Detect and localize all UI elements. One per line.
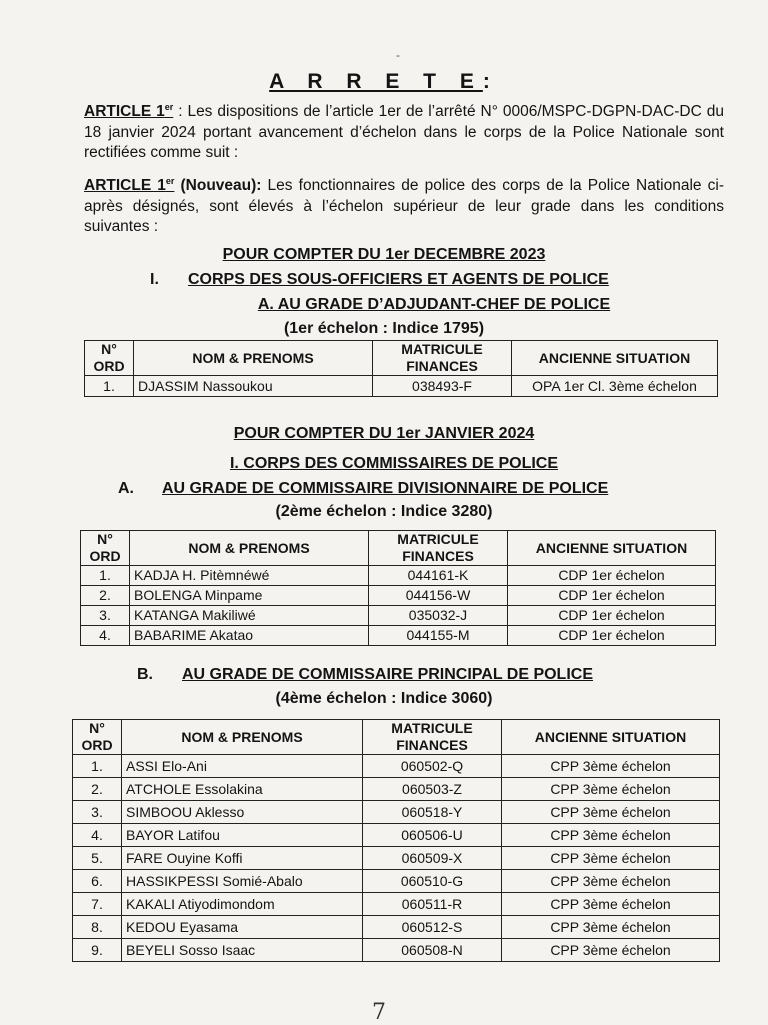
row-ord: 1. xyxy=(81,566,130,586)
row-ord: 1. xyxy=(73,755,122,778)
section2-echelon: (2ème échelon : Indice 3280) xyxy=(275,503,493,520)
row-matricule: 060509-X xyxy=(363,847,502,870)
row-ord: 6. xyxy=(73,870,122,893)
row-matricule: 060510-G xyxy=(363,870,502,893)
col-matricule: MATRICULE FINANCES xyxy=(373,341,512,376)
title-colon: : xyxy=(482,70,499,93)
section2-date-heading: POUR COMPTER DU 1er JANVIER 2024 xyxy=(233,425,535,442)
table-row xyxy=(73,824,720,847)
row-matricule: 060518-Y xyxy=(363,801,502,824)
row-name: FARE Ouyine Koffi xyxy=(122,847,363,870)
row-matricule: 044155-M xyxy=(369,626,508,646)
row-situation: CPP 3ème échelon xyxy=(502,939,720,962)
row-ord: 9. xyxy=(73,939,122,962)
row-ord: 2. xyxy=(73,778,122,801)
row-situation: CDP 1er échelon xyxy=(508,566,716,586)
row-ord: 4. xyxy=(73,824,122,847)
row-matricule: 044156-W xyxy=(369,586,508,606)
table-row xyxy=(73,939,720,962)
table-row xyxy=(73,755,720,778)
row-situation: CPP 3ème échelon xyxy=(502,847,720,870)
section3-grade: AU GRADE DE COMMISSAIRE PRINCIPAL DE POLICE xyxy=(182,666,593,683)
row-name: KAKALI Atiyodimondom xyxy=(122,893,363,916)
table-row xyxy=(73,847,720,870)
table-row xyxy=(81,586,716,606)
row-ord: 7. xyxy=(73,893,122,916)
row-matricule: 060506-U xyxy=(363,824,502,847)
row-name: SIMBOOU Aklesso xyxy=(122,801,363,824)
row-matricule: 060503-Z xyxy=(363,778,502,801)
page-title xyxy=(0,70,768,94)
section1-grade: A. AU GRADE D’ADJUDANT-CHEF DE POLICE xyxy=(257,296,611,313)
row-matricule: 060512-S xyxy=(363,916,502,939)
section2-corps: I. CORPS DES COMMISSAIRES DE POLICE xyxy=(229,455,559,472)
row-situation: CPP 3ème échelon xyxy=(502,893,720,916)
row-name: BAYOR Latifou xyxy=(122,824,363,847)
table-row xyxy=(73,801,720,824)
row-ord: 5. xyxy=(73,847,122,870)
row-ord: 2. xyxy=(81,586,130,606)
row-matricule: 044161-K xyxy=(369,566,508,586)
row-matricule: 035032-J xyxy=(369,606,508,626)
row-name: KADJA H. Pitèmnéwé xyxy=(130,566,369,586)
row-situation: CPP 3ème échelon xyxy=(502,755,720,778)
title-text: A R R E T E xyxy=(269,70,483,93)
section1-date-heading: POUR COMPTER DU 1er DECEMBRE 2023 xyxy=(222,246,546,263)
top-mark: - xyxy=(396,48,400,62)
row-situation: CPP 3ème échelon xyxy=(502,778,720,801)
table-row xyxy=(73,778,720,801)
row-matricule: 060508-N xyxy=(363,939,502,962)
table-row xyxy=(81,566,716,586)
row-name: BEYELI Sosso Isaac xyxy=(122,939,363,962)
table-row xyxy=(73,870,720,893)
section2-table xyxy=(80,530,716,646)
row-ord: 3. xyxy=(81,606,130,626)
col-situation: ANCIENNE SITUATION xyxy=(512,341,718,376)
row-name: ATCHOLE Essolakina xyxy=(122,778,363,801)
table-row xyxy=(81,626,716,646)
handwritten-page-mark: 7 xyxy=(372,1000,386,1025)
table-row xyxy=(73,916,720,939)
article-1-new-text: Les fonctionnaires de police des corps de la Police Nationale ci-après désignés, sont élevés à l’échelon supérieur de leur grade dans les conditions suivantes : xyxy=(84,177,725,235)
row-name: BABARIME Akatao xyxy=(130,626,369,646)
table-row xyxy=(81,606,716,626)
article-1-new-label: ARTICLE 1er xyxy=(84,176,175,194)
section2-grade: AU GRADE DE COMMISSAIRE DIVISIONNAIRE DE POLICE xyxy=(162,480,609,497)
article-1-paragraph xyxy=(84,102,724,164)
col-name: NOM & PRENOMS xyxy=(134,341,373,376)
article-1-label: ARTICLE 1er xyxy=(84,102,174,120)
row-situation: CDP 1er échelon xyxy=(508,586,716,606)
section1-corps-number: I. xyxy=(150,271,159,288)
article-1-text: : Les dispositions de l’article 1er de l’arrêté N° 0006/MSPC-DGPN-DAC-DC du 18 janvier 2024 portant avancement d’échelon dans le corps de la Police Nationale sont rectifiées comme suit : xyxy=(84,103,725,161)
row-name: KATANGA Makiliwé xyxy=(130,606,369,626)
section1-table xyxy=(84,340,718,397)
col-ord: N° ORD xyxy=(85,341,134,376)
row-situation: CPP 3ème échelon xyxy=(502,824,720,847)
section3-table xyxy=(72,719,720,962)
row-situation: CPP 3ème échelon xyxy=(502,916,720,939)
table-row: 1. DJASSIM Nassoukou 038493-F OPA 1er Cl. 3ème échelon xyxy=(85,376,718,397)
table-header-row: N° ORD NOM & PRENOMS MATRICULE FINANCES ANCIENNE SITUATION xyxy=(81,531,716,566)
table-header-row xyxy=(85,341,718,376)
section1-corps: CORPS DES SOUS-OFFICIERS ET AGENTS DE POLICE xyxy=(188,271,609,288)
section2-grade-letter: A. xyxy=(118,480,134,497)
row-situation: CDP 1er échelon xyxy=(508,606,716,626)
table-header-row: N° ORD NOM & PRENOMS MATRICULE FINANCES ANCIENNE SITUATION xyxy=(73,720,720,755)
row-name: KEDOU Eyasama xyxy=(122,916,363,939)
row-situation: CPP 3ème échelon xyxy=(502,870,720,893)
row-ord: 3. xyxy=(73,801,122,824)
row-matricule: 060502-Q xyxy=(363,755,502,778)
row-ord: 4. xyxy=(81,626,130,646)
article-1-new-paragraph xyxy=(84,176,724,238)
section3-grade-letter: B. xyxy=(137,666,153,683)
row-name: ASSI Elo-Ani xyxy=(122,755,363,778)
article-1-new-suffix: (Nouveau): xyxy=(174,177,262,194)
row-name: HASSIKPESSI Somié-Abalo xyxy=(122,870,363,893)
section3-echelon: (4ème échelon : Indice 3060) xyxy=(275,690,493,707)
table-row xyxy=(73,893,720,916)
row-matricule: 060511-R xyxy=(363,893,502,916)
row-situation: CPP 3ème échelon xyxy=(502,801,720,824)
row-name: BOLENGA Minpame xyxy=(130,586,369,606)
row-situation: CDP 1er échelon xyxy=(508,626,716,646)
section1-echelon: (1er échelon : Indice 1795) xyxy=(283,320,485,337)
row-ord: 8. xyxy=(73,916,122,939)
